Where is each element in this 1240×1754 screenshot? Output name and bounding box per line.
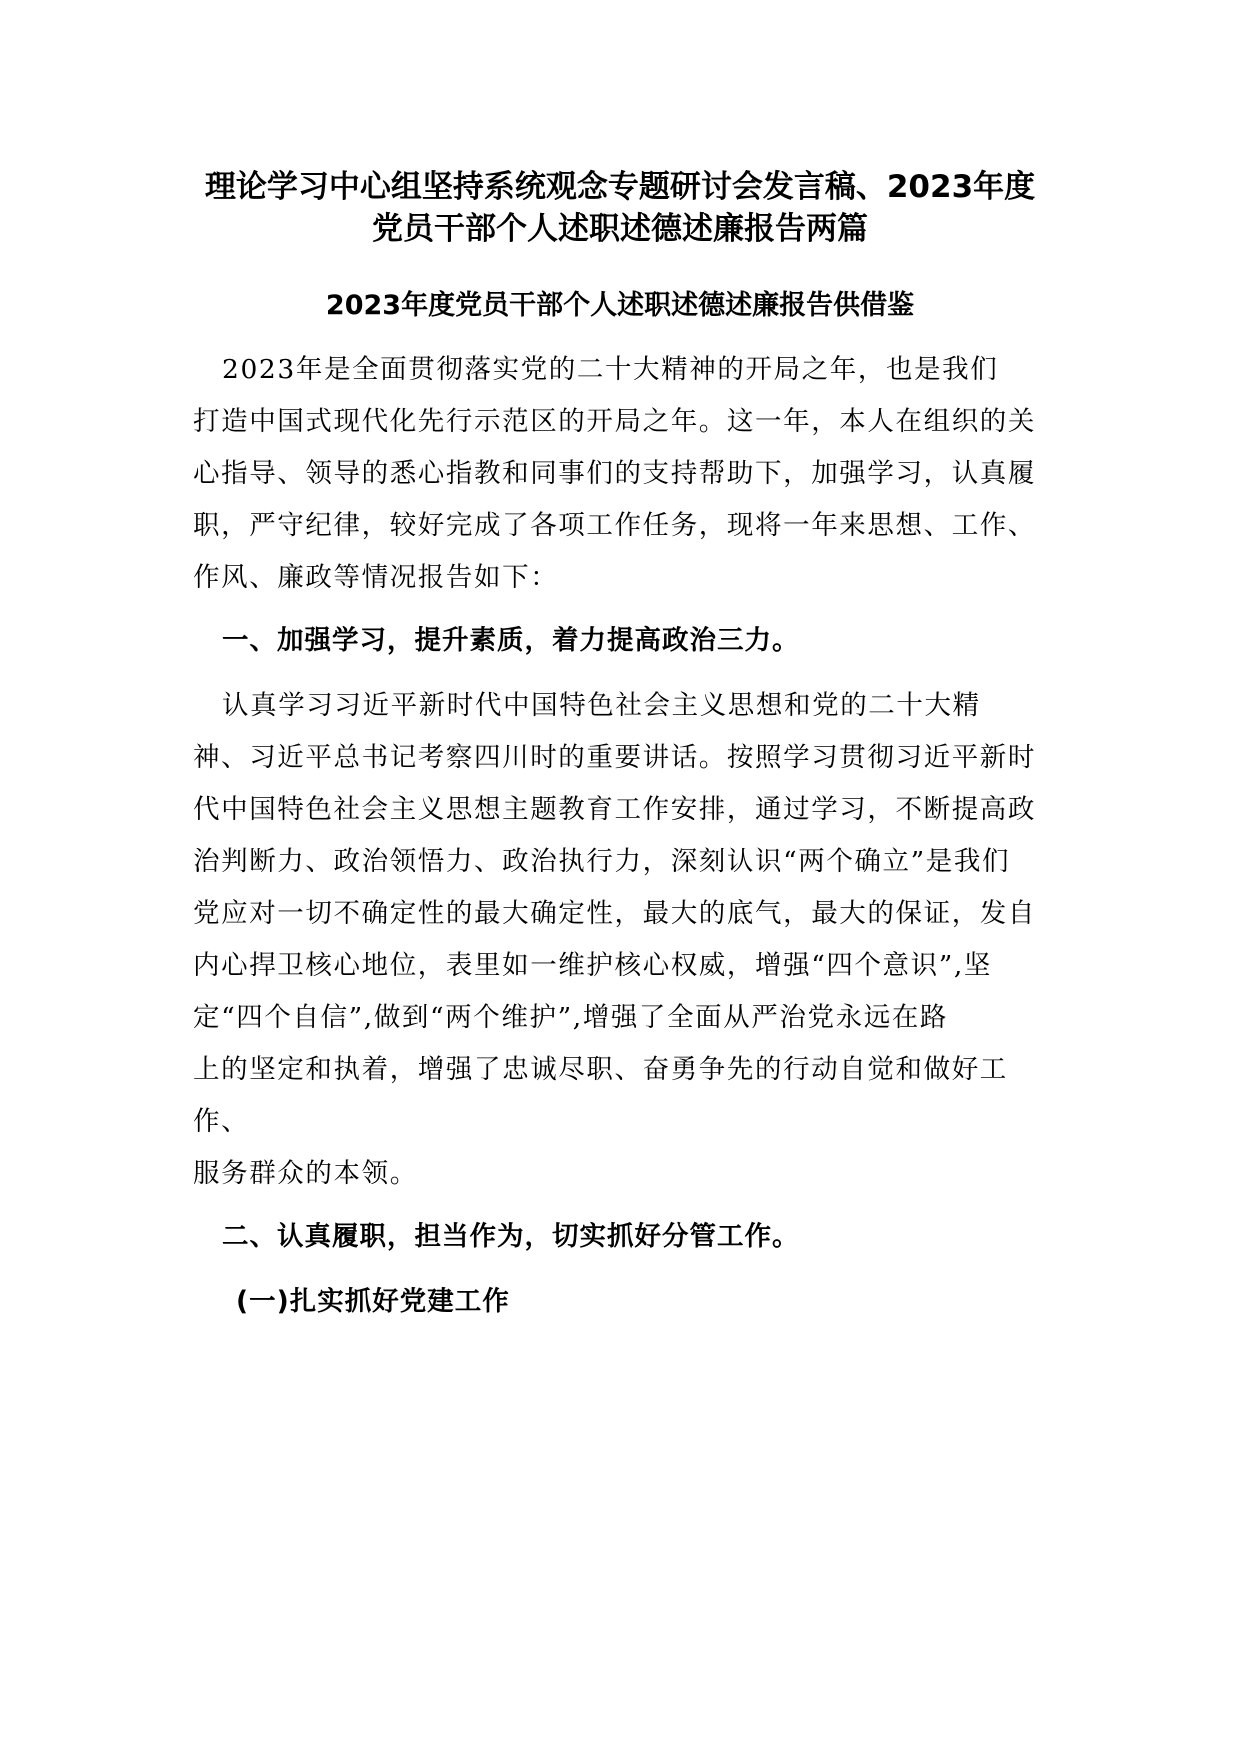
intro-line-4: 职，严守纪律，较好完成了各项工作任务，现将一年来思想、工作、 [193,510,1036,541]
section-1-line-8: 上的坚定和执着，增强了忠诚尽职、奋勇争先的行动自觉和做好工 [193,1054,1008,1085]
section-1-line-4: 治判断力、政治领悟力、政治执行力，深刻认识“两个确立”是我们 [193,846,1011,877]
intro-line-3: 心指导、领导的悉心指教和同事们的支持帮助下，加强学习，认真履 [193,458,1036,489]
intro-line-5: 作风、廉政等情况报告如下： [193,562,559,593]
document-subtitle: 2023年度党员干部个人述职述德述廉报告供借鉴 [325,290,915,321]
section-1-heading: 一、加强学习，提升素质，着力提高政治三力。 [222,625,800,656]
section-1-line-1: 认真学习习近平新时代中国特色社会主义思想和党的二十大精 [222,690,981,721]
subsection-1-heading: (一)扎实抓好党建工作 [236,1286,510,1317]
section-1-line-5: 党应对一切不确定性的最大确定性，最大的底气，最大的保证，发自 [193,898,1036,929]
section-1-line-10: 服务群众的本领。 [193,1158,418,1189]
section-1-line-6: 内心捍卫核心地位，表里如一维护核心权威，增强“四个意识”,坚 [193,950,993,981]
section-1-line-2: 神、习近平总书记考察四川时的重要讲话。按照学习贯彻习近平新时 [193,742,1036,773]
document-title-line-1: 理论学习中心组坚持系统观念专题研讨会发言稿、2023年度 [204,169,1036,205]
section-1-line-3: 代中国特色社会主义思想主题教育工作安排，通过学习，不断提高政 [193,794,1036,825]
intro-line-1: 2023年是全面贯彻落实党的二十大精神的开局之年，也是我们 [222,354,999,385]
section-1-line-7: 定“四个自信”,做到“两个维护”,增强了全面从严治党永远在路 [193,1002,949,1033]
section-1-line-9: 作、 [193,1106,250,1137]
document-title-line-2: 党员干部个人述职述德述廉报告两篇 [372,211,868,247]
intro-line-2: 打造中国式现代化先行示范区的开局之年。这一年，本人在组织的关 [193,406,1036,437]
section-2-heading: 二、认真履职，担当作为，切实抓好分管工作。 [222,1221,800,1252]
